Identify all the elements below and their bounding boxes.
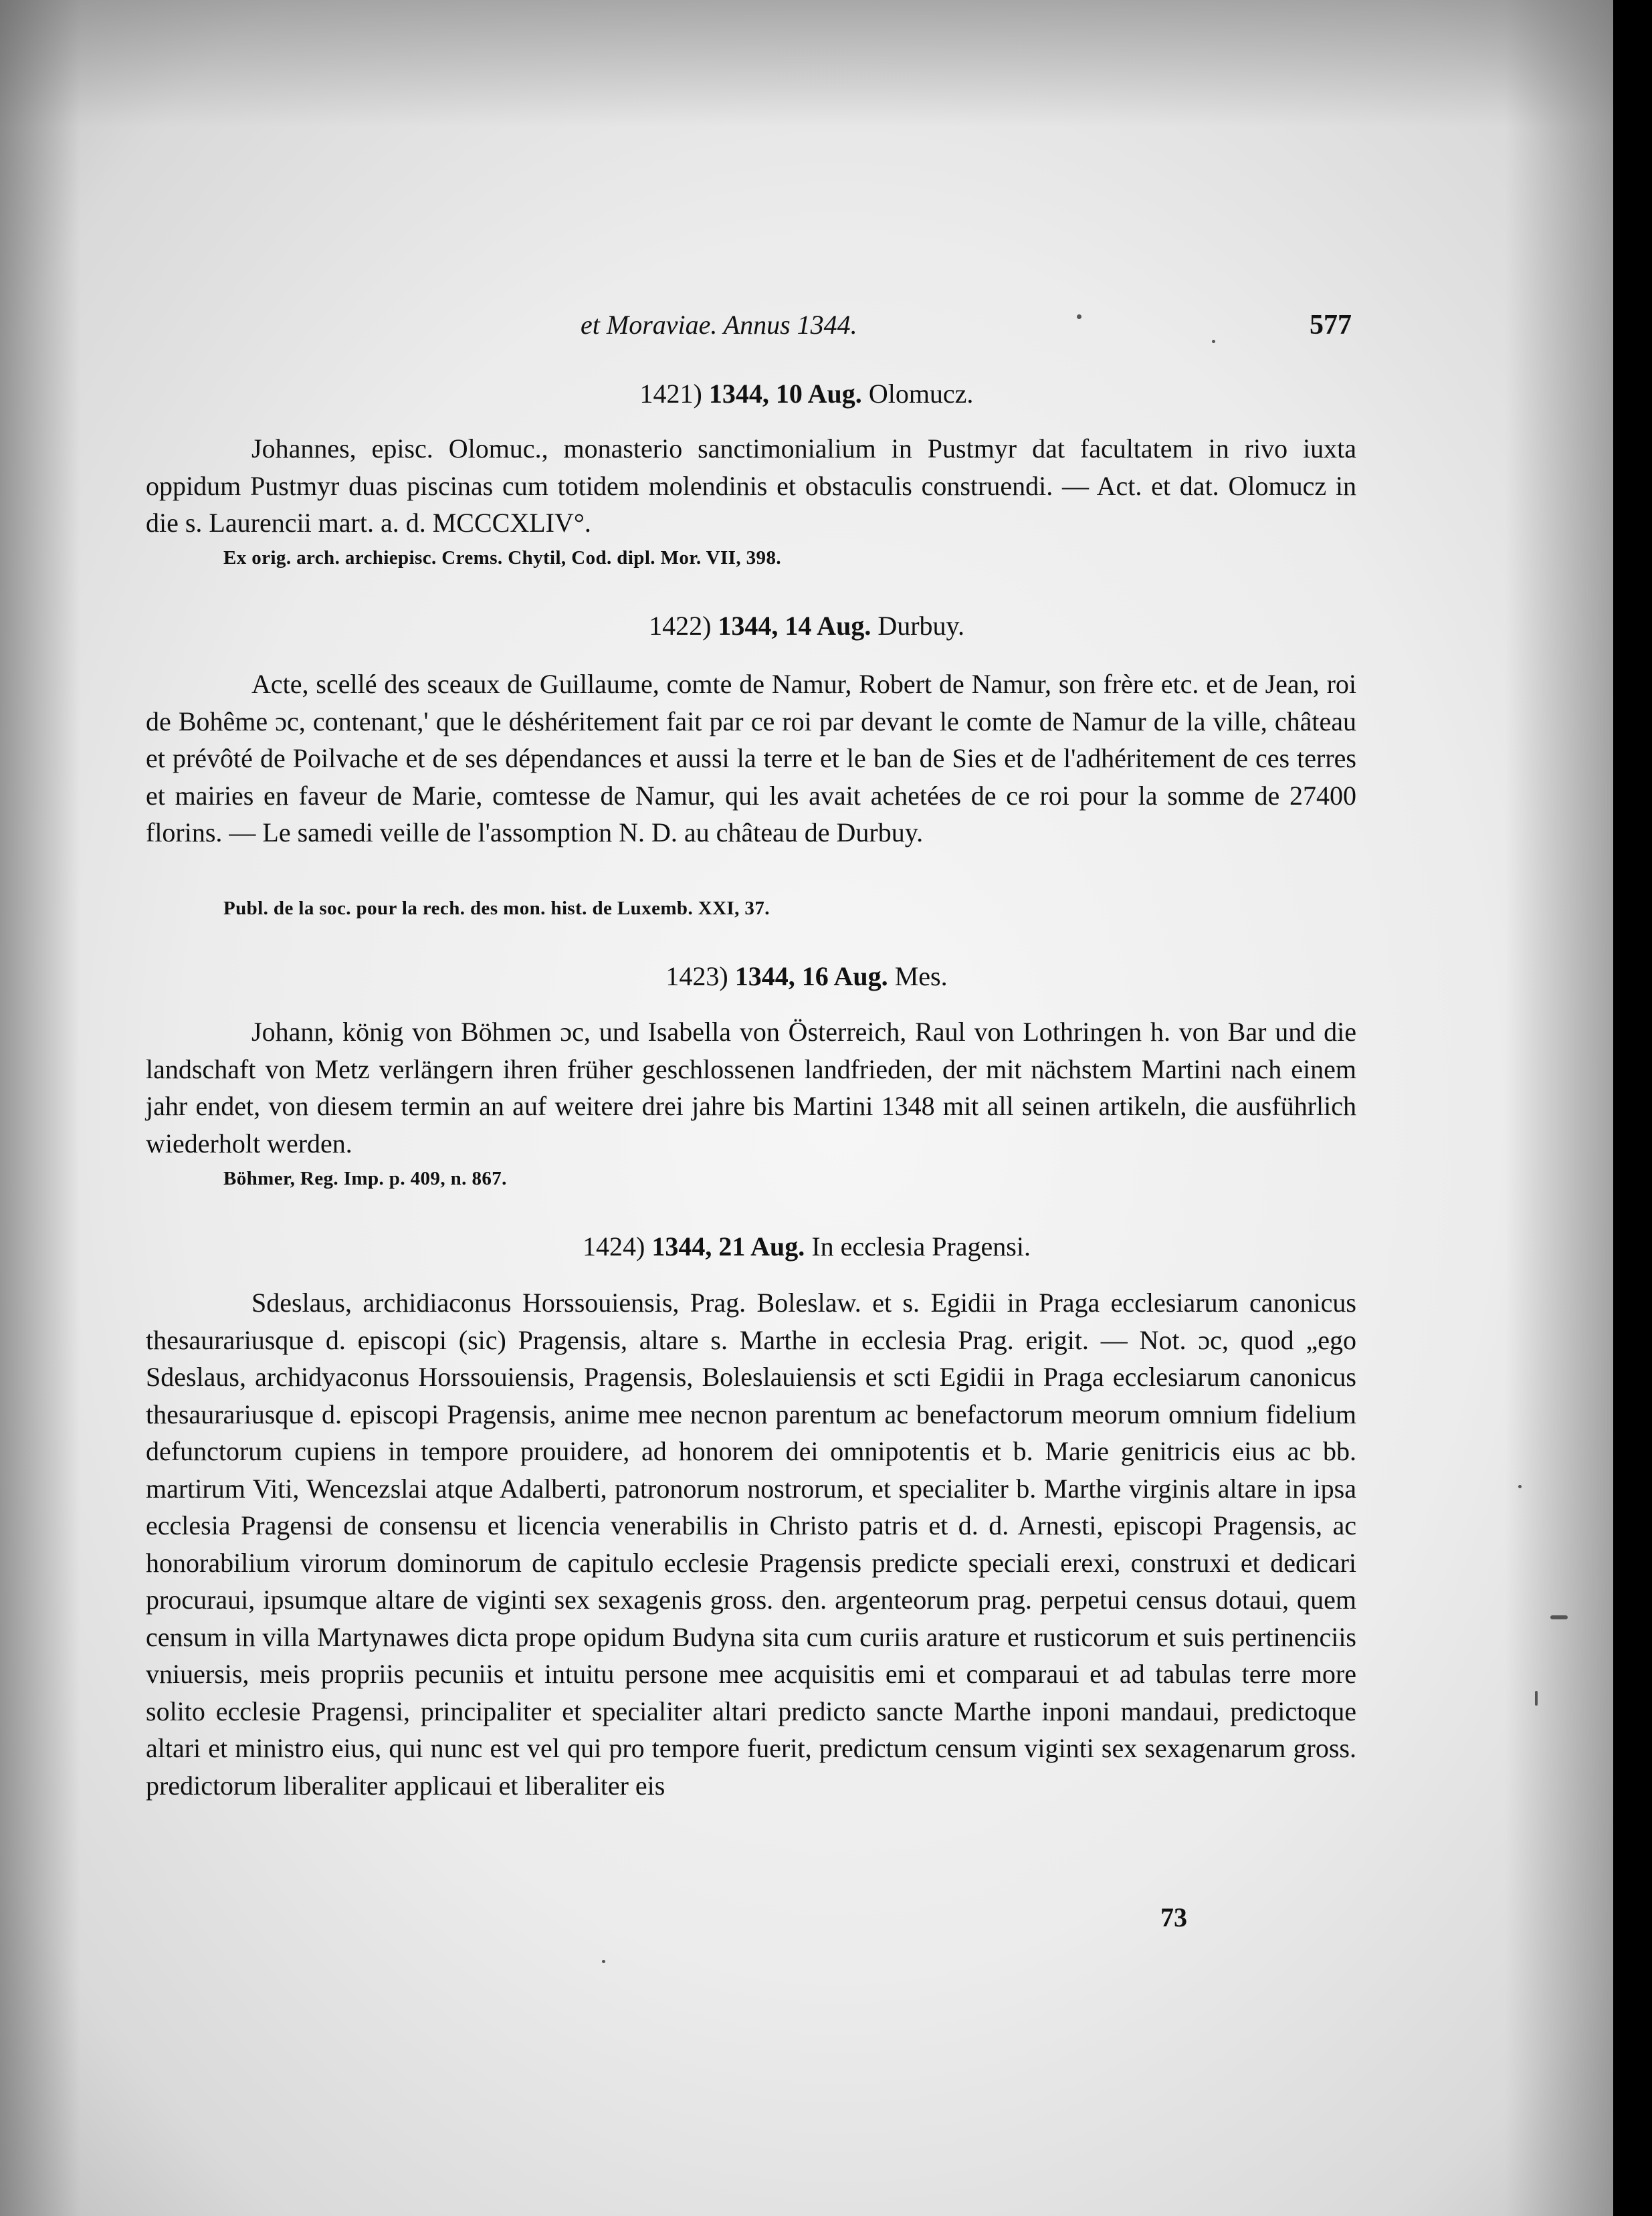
scan-shadow-right [1505, 0, 1613, 2216]
entry-number: 1424) [583, 1231, 645, 1262]
entry-source: Ex orig. arch. archiepisc. Crems. Chytil, Cod. dipl. Mor. VII, 398. [223, 547, 781, 569]
scan-speck [1077, 314, 1081, 319]
entry-source: Böhmer, Reg. Imp. p. 409, n. 867. [223, 1168, 507, 1189]
entry-number: 1422) [649, 611, 712, 641]
scan-speck [1518, 1485, 1522, 1488]
entry-text: Johannes, episc. Olomuc., monasterio sanctimonialium in Pustmyr dat facultatem in rivo iuxta oppidum Pustmyr duas piscinas cum totidem molendinis et obstaculis construendi. — Act. et dat. Olomucz in die s. Laurencii mart. a. d. MCCCXLIV°. [146, 433, 1356, 538]
scan-shadow-top [0, 0, 1613, 127]
scan-speck [1212, 340, 1215, 343]
printer-signature: 73 [1160, 1902, 1187, 1932]
entry-date: 1344, 10 Aug. [708, 379, 862, 409]
entry-text: Acte, scellé des sceaux de Guillaume, comte de Namur, Robert de Namur, son frère etc. et de Jean, roi de Bohême ɔc, contenant,' que le déshéritement fait par ce roi par devant le comte de Namur de la ville, château et prévôté de Poilvache et de ses dépendances et aussi la terre et le ban de Sies et de l'adhéritement de ces terres et mairies en faveur de Marie, comtesse de Namur, qui les avait achetées de ce roi pour la somme de 27400 florins. — Le samedi veille de l'assomption N. D. au château de Durbuy. [146, 669, 1356, 847]
entry-text: Johann, könig von Böhmen ɔc, und Isabella von Österreich, Raul von Lothringen h. von Bar und die landschaft von Metz verlängern ihren früher geschlossenen landfrieden, der mit nächstem Martini nach einem jahr endet, von diesem termin an auf weitere drei jahre bis Martini 1348 mit all seinen artikeln, die ausführlich wiederholt werden. [146, 1017, 1356, 1159]
entry-heading [0, 378, 1613, 409]
entry-heading [0, 1231, 1613, 1262]
entry-date: 1344, 21 Aug. [651, 1231, 805, 1262]
entry-date: 1344, 16 Aug. [734, 961, 888, 991]
entry-heading [0, 610, 1613, 641]
entry-heading [0, 961, 1613, 992]
entry-source: Publ. de la soc. pour la rech. des mon. hist. de Luxemb. XXI, 37. [223, 898, 770, 919]
scan-shadow-left [0, 0, 80, 2216]
scan-speck [1535, 1691, 1538, 1706]
entry-date: 1344, 14 Aug. [718, 611, 871, 641]
entry-place: Mes. [894, 961, 948, 991]
entry-number: 1421) [639, 379, 702, 409]
running-head: et Moraviae. Annus 1344. [581, 310, 857, 340]
entry-text: Sdeslaus, archidiaconus Horssouiensis, Prag. Boleslaw. et s. Egidii in Praga ecclesiarum canonicus thesaurariusque d. episcopi (sic) Pragensis, altare s. Marthe in ecclesia Prag. erigit. — Not. ɔc, quod „ego Sdeslaus, archidyaconus Horssouiensis, Pragensis, Boleslauiensis et scti Egidii in Praga ecclesiarum canonicus thesaurariusque d. episcopi Pragensis, anime mee necnon parentum ac benefactorum meorum omnium fidelium defunctorum cupiens in tempore prouidere, ad honorem dei omnipotentis et b. Marie genitricis eius ac bb. martirum Viti, Wencezslai atque Adalberti, patronorum nostrorum, et specialiter b. Marthe virginis altare in ipsa ecclesia Pragensi de consensu et licencia venerabilis in Christo patris et d. d. Arnesti, episcopi Pragensis, ac honorabilium virorum dominorum de capitulo ecclesie Pragensis predicte speciali erexi, construxi et dedicari procuraui, ipsumque altare de viginti sex sexagenis gross. den. argenteorum prag. perpetui census dotaui, quem censum in villa Martynawes dicta prope opidum Budyna sita cum curiis arature et rusticorum et suis pertinenciis vniuersis, meis propriis pecuniis et intuitu persone mee acquisitis emi et comparaui et ad tabulas terre more solito ecclesie Pragensi, principaliter et specialiter altari predicto sancte Marthe inponi mandaui, predictoque altari et ministro eius, qui nunc est vel qui pro tempore fuerit, predictum censum viginti sex sexagenarum gross. predictorum liberaliter applicaui et liberaliter eis [146, 1288, 1356, 1801]
scan-speck [602, 1960, 605, 1963]
page-number: 577 [1310, 310, 1352, 340]
entry-number: 1423) [665, 961, 728, 991]
entry-place: Olomucz. [868, 379, 974, 409]
entry-place: In ecclesia Pragensi. [811, 1231, 1031, 1262]
scan-speck [1550, 1615, 1568, 1619]
scan-border [1613, 0, 1652, 2216]
entry-place: Durbuy. [877, 611, 964, 641]
